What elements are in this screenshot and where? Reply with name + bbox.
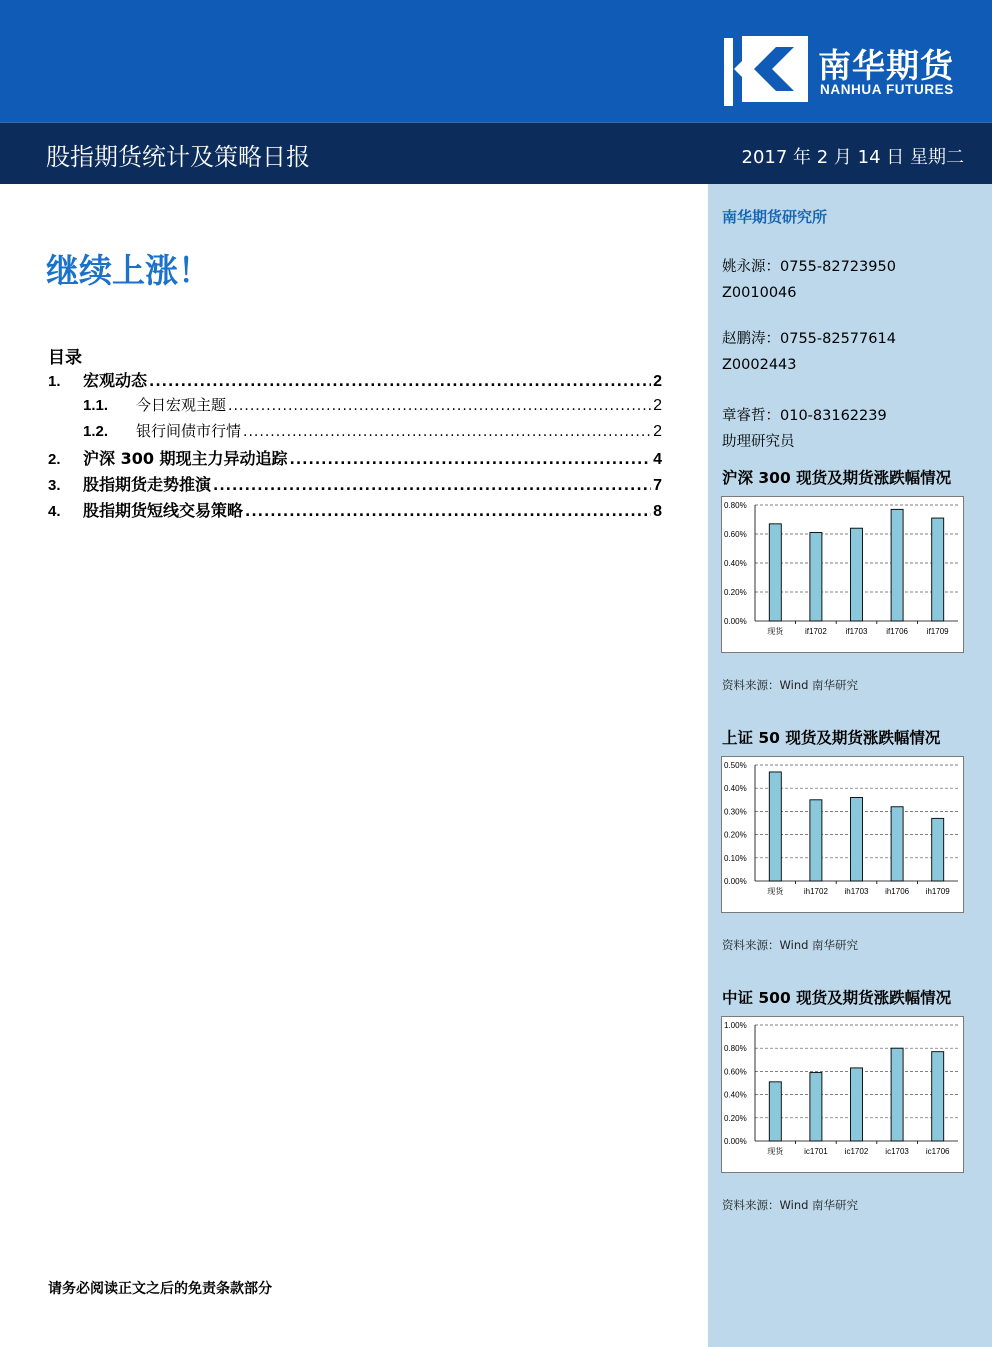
chart-title: 沪深 300 现货及期货涨跌幅情况 xyxy=(722,469,952,487)
chart-zz500 xyxy=(721,1016,964,1173)
toc-item[interactable] xyxy=(48,446,662,472)
analyst-block xyxy=(722,326,896,378)
y-tick-label: 0.00% xyxy=(724,877,747,886)
x-tick-label: 现货 xyxy=(767,627,784,636)
toc-item[interactable] xyxy=(48,498,662,524)
bar xyxy=(891,1048,903,1141)
analyst-block xyxy=(722,403,887,455)
bar xyxy=(851,797,863,881)
toc-item[interactable] xyxy=(48,420,662,446)
y-tick-label: 0.50% xyxy=(724,761,747,770)
toc-item-label: 今日宏观主题 xyxy=(136,396,227,414)
toc-item-label: 银行间债市行情 xyxy=(136,422,242,440)
headline: 继续上涨！ xyxy=(46,251,211,290)
chart-source: 资料来源：Wind 南华研究 xyxy=(722,678,859,692)
nanhua-logo-icon xyxy=(724,34,808,108)
x-tick-label: ih1706 xyxy=(885,887,910,896)
toc-leader xyxy=(228,398,651,414)
y-tick-label: 0.00% xyxy=(724,1137,747,1146)
x-tick-label: ic1701 xyxy=(804,1147,828,1156)
y-tick-label: 0.20% xyxy=(724,1113,747,1123)
y-tick-label: 0.30% xyxy=(724,807,747,817)
chart-hs300 xyxy=(721,496,964,653)
bar xyxy=(932,518,944,621)
analyst-block xyxy=(722,254,896,306)
bar xyxy=(851,528,863,621)
sidebar xyxy=(708,184,992,1347)
toc-item-page: 7 xyxy=(653,477,662,494)
toc-item-label: 股指期货走势推演 xyxy=(83,475,212,494)
table-of-contents xyxy=(48,368,662,524)
x-tick-label: ic1703 xyxy=(885,1147,909,1156)
bar xyxy=(769,1082,781,1141)
bar xyxy=(810,1073,822,1141)
bar xyxy=(932,818,944,881)
toc-leader xyxy=(290,452,652,468)
report-title-bar xyxy=(0,122,992,184)
toc-leader xyxy=(149,374,651,390)
chart-title: 中证 500 现货及期货涨跌幅情况 xyxy=(722,989,952,1007)
y-tick-label: 0.40% xyxy=(724,1090,747,1100)
analyst-license: Z0010046 xyxy=(722,285,797,301)
analyst-license: Z0002443 xyxy=(722,357,797,373)
bar xyxy=(769,524,781,621)
x-tick-label: ih1703 xyxy=(844,887,869,896)
y-tick-label: 0.40% xyxy=(724,559,747,568)
toc-item-label: 宏观动态 xyxy=(83,371,148,390)
y-tick-label: 0.40% xyxy=(724,784,747,794)
bar xyxy=(891,807,903,881)
report-title: 股指期货统计及策略日报 xyxy=(46,143,310,171)
analyst-title: 助理研究员 xyxy=(722,434,795,450)
y-tick-label: 1.00% xyxy=(724,1021,747,1030)
analyst-contact: 章睿哲：010-83162239 xyxy=(722,408,887,424)
bar-chart xyxy=(722,1017,963,1172)
y-tick-label: 0.10% xyxy=(724,853,747,863)
analyst-contact: 姚永源：0755-82723950 xyxy=(722,259,896,275)
y-tick-label: 0.00% xyxy=(724,617,747,626)
y-tick-label: 0.60% xyxy=(724,1067,747,1077)
x-tick-label: if1706 xyxy=(886,627,908,636)
toc-item-page: 2 xyxy=(653,423,662,440)
toc-item-page: 2 xyxy=(653,373,662,390)
bar xyxy=(891,509,903,621)
toc-item[interactable] xyxy=(48,394,662,420)
x-tick-label: ih1702 xyxy=(803,887,828,896)
chart-sz50 xyxy=(721,756,964,913)
toc-item-page: 4 xyxy=(653,451,662,468)
chart-title: 上证 50 现货及期货涨跌幅情况 xyxy=(722,729,941,747)
disclaimer-note: 请务必阅读正文之后的免责条款部分 xyxy=(48,1281,272,1297)
toc-leader xyxy=(213,478,651,494)
y-tick-label: 0.20% xyxy=(724,588,747,597)
y-tick-label: 0.80% xyxy=(724,501,747,510)
toc-item-number: 2. xyxy=(48,451,61,468)
bar-chart xyxy=(722,497,963,652)
toc-item-number: 1.1. xyxy=(83,397,109,414)
x-tick-label: ih1709 xyxy=(925,887,950,896)
analyst-contact: 赵鹏涛：0755-82577614 xyxy=(722,331,896,347)
toc-leader xyxy=(245,504,651,520)
bar xyxy=(851,1068,863,1141)
bar xyxy=(932,1052,944,1141)
toc-item-label: 沪深 300 期现主力异动追踪 xyxy=(83,449,288,468)
toc-item[interactable] xyxy=(48,472,662,498)
y-tick-label: 0.80% xyxy=(724,1044,747,1054)
toc-heading: 目录 xyxy=(48,348,82,368)
toc-item-page: 8 xyxy=(653,503,662,520)
brand-name-en: NANHUA FUTURES xyxy=(820,82,954,97)
toc-item-number: 3. xyxy=(48,477,61,494)
chart-source: 资料来源：Wind 南华研究 xyxy=(722,1198,859,1212)
bar xyxy=(810,800,822,881)
bar-chart xyxy=(722,757,963,912)
x-tick-label: if1709 xyxy=(926,627,949,636)
toc-item-number: 1. xyxy=(48,373,61,390)
y-tick-label: 0.20% xyxy=(724,830,747,840)
toc-leader xyxy=(243,424,651,440)
x-tick-label: 现货 xyxy=(767,1147,784,1156)
institute-name: 南华期货研究所 xyxy=(722,208,828,226)
brand-name-cn: 南华期货 xyxy=(818,46,954,85)
header-banner xyxy=(0,0,992,122)
x-tick-label: ic1706 xyxy=(925,1147,950,1156)
x-tick-label: 现货 xyxy=(767,887,784,896)
x-tick-label: if1702 xyxy=(805,627,827,636)
x-tick-label: ic1702 xyxy=(844,1147,869,1156)
bar xyxy=(810,533,822,621)
toc-item-label: 股指期货短线交易策略 xyxy=(83,501,244,520)
chart-source: 资料来源：Wind 南华研究 xyxy=(722,938,859,952)
toc-item-page: 2 xyxy=(653,397,662,414)
toc-item[interactable] xyxy=(48,368,662,394)
brand-logo xyxy=(724,34,974,108)
report-date: 2017 年 2 月 14 日 星期二 xyxy=(741,147,964,168)
y-tick-label: 0.60% xyxy=(724,530,747,539)
toc-item-number: 4. xyxy=(48,503,61,520)
toc-item-number: 1.2. xyxy=(83,423,109,440)
x-tick-label: if1703 xyxy=(845,627,868,636)
bar xyxy=(769,772,781,881)
